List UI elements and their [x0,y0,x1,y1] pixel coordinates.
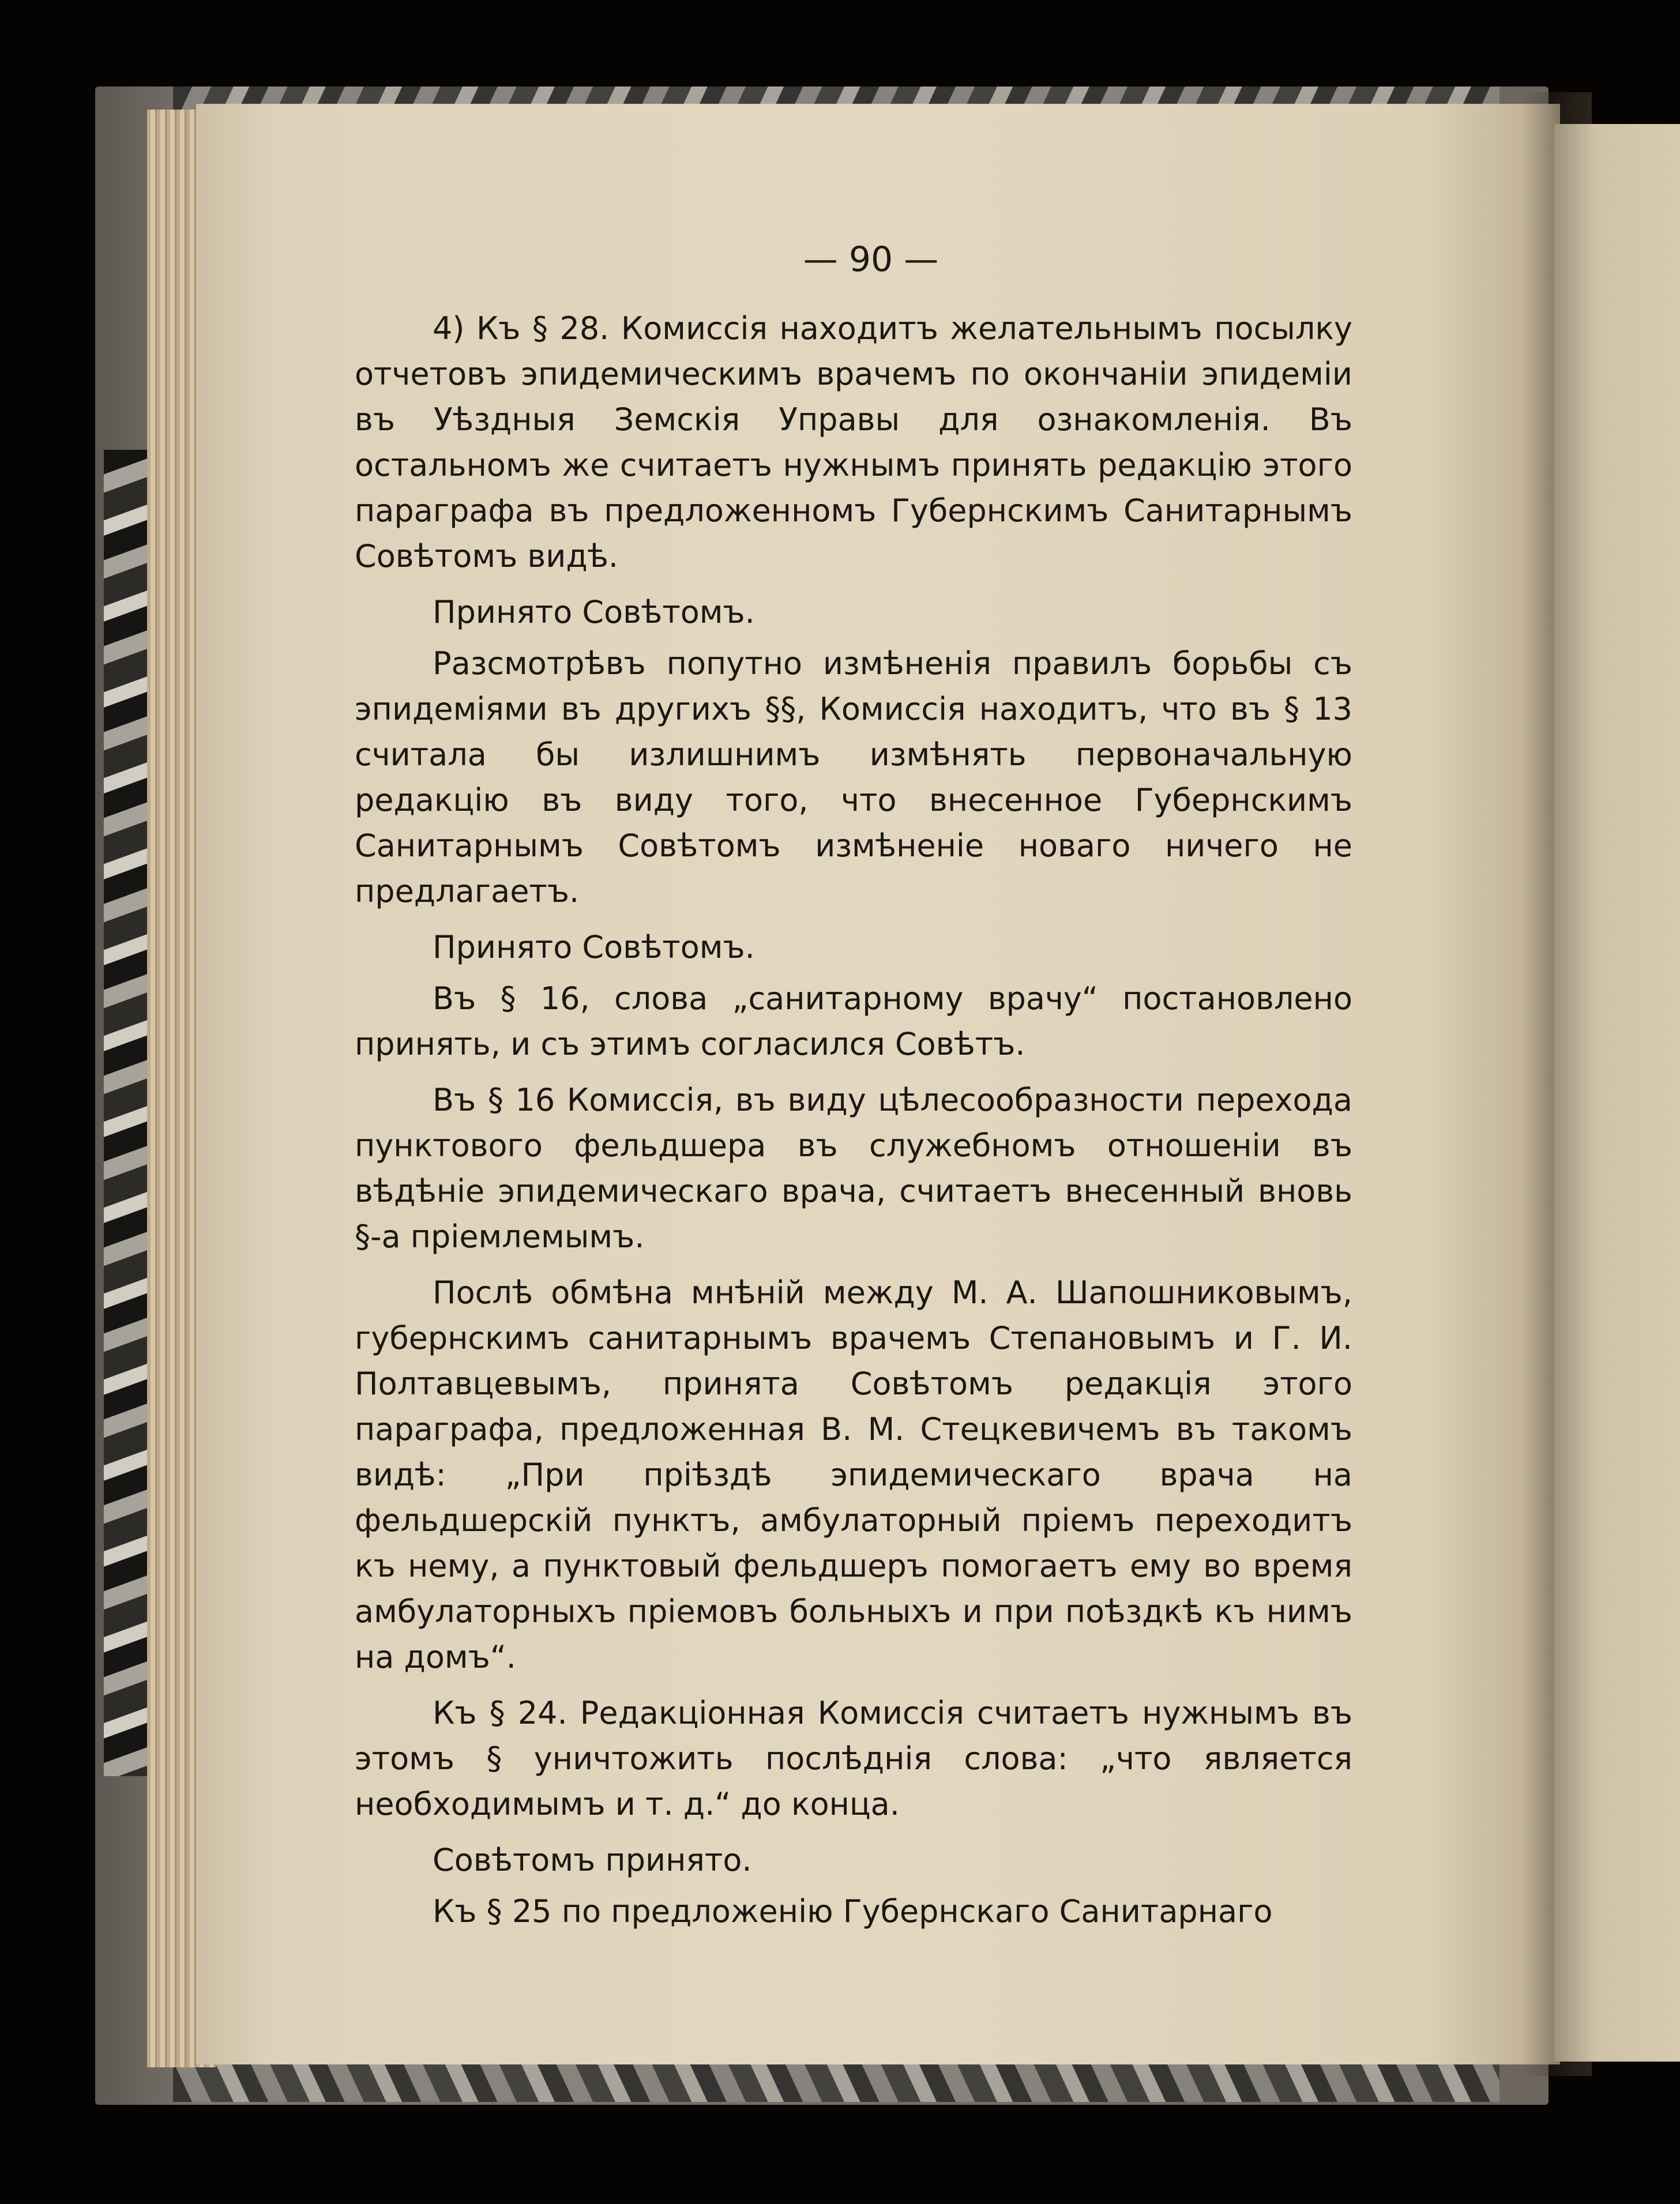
paragraph-accepted-1: Принято Совѣтомъ. [433,594,755,630]
facing-page-edge [1554,124,1680,2062]
page-number: — 90 — [803,239,939,280]
cover-pattern-bottom [173,2062,1499,2102]
paragraph-accepted-3: Совѣтомъ принято. [433,1842,752,1878]
paragraph-exchange-of-views: Послѣ обмѣна мнѣній между М. А. Шапошниковымъ, губернскимъ санитарнымъ врачемъ Степановымъ и Г. И. Полтавцевымъ, принята Совѣтомъ редакція этого параграфа, предложенная В. М. Стецкевичемъ въ такомъ видѣ: „При пріѣздѣ эпидемическаго врача на фельдшерскій пунктъ, амбулаторный пріемъ переходитъ къ нему, а пунктовый фельдшеръ помогаетъ ему во время амбулаторныхъ пріемовъ больныхъ и при поѣздкѣ къ нимъ на домъ“. [355,1274,1352,1675]
paragraph-section-16-commission: Въ § 16 Комиссія, въ виду цѣлесообразности перехода пунктового фельдшера въ служебномъ отношеніи въ вѣдѣніе эпидемическаго врача, считаетъ внесенный вновь §-а пріемлемымъ. [355,1082,1352,1255]
paragraph-section-28: 4) Къ § 28. Комиссія находитъ желательнымъ посылку отчетовъ эпидемическимъ врачемъ по окончаніи эпидеміи въ Уѣздныя Земскія Управы для ознакомленія. Въ остальномъ же считаетъ нужнымъ принять редакцію этого параграфа въ предложенномъ Губернскимъ Санитарнымъ Совѣтомъ видѣ. [355,310,1352,574]
paragraph-accepted-2: Принято Совѣтомъ. [433,929,755,965]
paragraph-section-24: Къ § 24. Редакціонная Комиссія считаетъ нужнымъ въ этомъ § уничтожить послѣднія слова: „что является необходимымъ и т. д.“ до конца. [355,1695,1352,1822]
paragraph-section-25: Къ § 25 по предложенію Губернскаго Санитарнаго [433,1893,1273,1930]
page-text [355,306,1352,1945]
paragraph-section-16-words: Въ § 16, слова „санитарному врачу“ постановлено принять, и съ этимъ согласился Совѣтъ. [355,980,1352,1062]
paragraph-section-13: Разсмотрѣвъ попутно измѣненія правилъ борьбы съ эпидеміями въ другихъ §§, Комиссія находитъ, что въ § 13 считала бы излишнимъ измѣнять первоначальную редакцію въ виду того, что внесенное Губернскимъ Санитарнымъ Совѣтомъ измѣненіе новаго ничего не предлагаетъ. [355,645,1352,909]
